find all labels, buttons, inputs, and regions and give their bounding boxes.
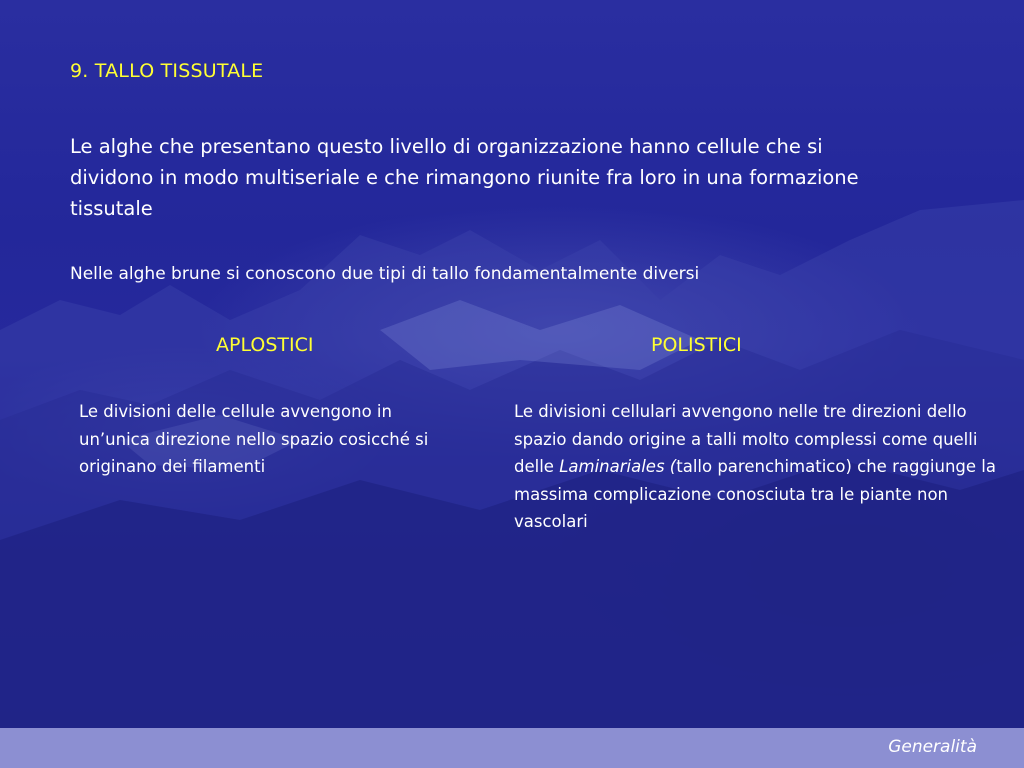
polistici-text-end: tallo parenchimatico) che raggiunge la massima complicazione conosciuta tra le piante non vascolari (514, 457, 996, 531)
footer-label: Generalità (888, 737, 977, 757)
intro-paragraph: Le alghe che presentano questo livello di organizzazione hanno cellule che si dividono in modo multiseriale e che rimangono riunite fra loro in una formazione tissutale (70, 135, 859, 220)
polistici-text-start: Le divisioni cellulari avvengono nelle tre direzioni dello spazio dando origine a talli molto complessi come quelli delle (514, 402, 978, 476)
column-heading-aplostici: APLOSTICI (216, 334, 314, 356)
footer-bar (0, 728, 1024, 768)
column-text-aplostici: Le divisioni delle cellule avvengono in un’unica direzione nello spazio cosicché si originano dei filamenti (79, 402, 429, 476)
subintro-paragraph: Nelle alghe brune si conoscono due tipi di tallo fondamentalmente diversi (70, 264, 700, 284)
column-heading-polistici: POLISTICI (651, 334, 742, 356)
column-text-polistici (514, 398, 1014, 536)
slide-title: 9. TALLO TISSUTALE (70, 60, 264, 82)
polistici-text-italic: Laminariales ( (559, 457, 677, 476)
